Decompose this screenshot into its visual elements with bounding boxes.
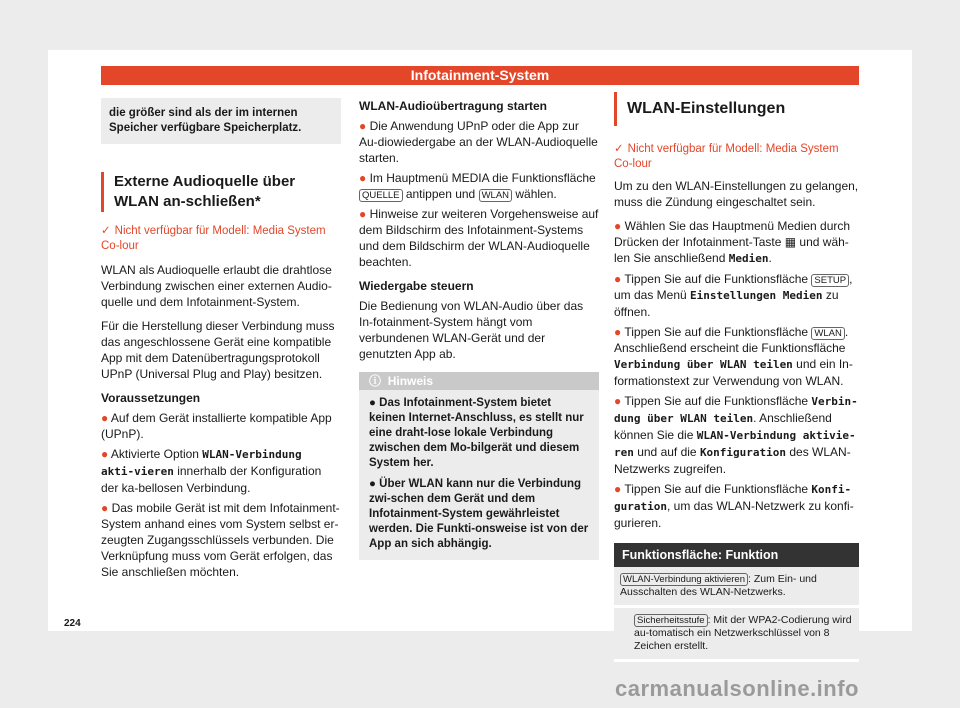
model-note-text: Nicht verfügbar für Modell: Media System Co-lour: [614, 143, 839, 170]
list-item-text: Tippen Sie auf die Funktionsfläche: [624, 482, 812, 496]
security-level-button-label: Sicherheitsstufe: [634, 614, 708, 627]
subheading: WLAN-Audioübertragung starten: [359, 99, 547, 113]
middle-column: [359, 98, 599, 560]
menu-term: Verbindung über WLAN teilen: [614, 358, 793, 371]
hint-box: [359, 372, 599, 560]
table-cell-text: : Mit der WPA2-Codierung wird au-tomatisch ein Netzwerkschlüssel von 8 Zeichen erstellt.: [634, 614, 852, 652]
list-item-text: Aktivierte Option: [110, 447, 203, 461]
bullet-icon: ●: [614, 394, 625, 408]
bullet-icon: ●: [614, 325, 625, 339]
quelle-button-label: QUELLE: [359, 189, 403, 202]
table-row: [614, 567, 859, 608]
hint-text: Das Infotainment-System bietet keinen Internet-Anschluss, es stellt nur eine draht-lose lokale Verbindung zwischen dem Mo-bilgerät und diesem System her.: [369, 397, 584, 469]
bullet-icon: ●: [101, 447, 111, 461]
menu-term: WLAN-Verbindung akti-vieren: [101, 448, 302, 478]
list-item-text: Wählen Sie das Hauptmenü Medien durch Drücken der Infotainment-Taste: [614, 219, 851, 249]
list-item-text: Auf dem Gerät installierte kompatible App (UPnP).: [101, 411, 332, 441]
list-item: [614, 271, 859, 320]
list-item-text: . Anschließend können Sie die: [614, 411, 832, 442]
list-item-text: und ein In-formationstext zur Verwendung von WLAN.: [614, 357, 853, 388]
paragraph: Um zu den WLAN-Einstellungen zu gelangen, muss die Zündung eingeschaltet sein.: [614, 179, 859, 209]
list-item: [359, 170, 599, 202]
list-item-text: innerhalb der Konfiguration der ka-bellosen Verbindung.: [101, 464, 322, 495]
paragraph: Die Bedienung von WLAN-Audio über das In-fotainment-System hängt vom verbundenen WLAN-Gerät und der genutzten App ab.: [359, 299, 584, 361]
list-item-text: zu öffnen.: [614, 288, 839, 319]
list-item: [359, 118, 599, 166]
left-column: [101, 98, 341, 584]
menu-term: Verbin-dung über WLAN teilen: [614, 395, 858, 425]
section-heading-wlan-settings: WLAN-Einstellungen: [614, 92, 859, 126]
list-item-text: . Anschließend erscheint die Funktionsfläche: [614, 325, 849, 355]
list-item: ● Wählen Sie das Hauptmenü Medien durch Drücken der Infotainment-Taste ▦ und wäh-len Sie anschließend Medien.: [614, 219, 851, 265]
bullet-icon: ●: [359, 119, 370, 133]
list-item-text: Tippen Sie auf die Funktionsfläche: [624, 325, 812, 339]
list-item-text: und auf die: [633, 445, 700, 459]
info-icon: ⓘ: [369, 374, 385, 388]
list-item-text: wählen.: [512, 187, 557, 201]
list-item-text: Im Hauptmenü MEDIA die Funktionsfläche: [369, 171, 596, 185]
check-icon: ✓: [101, 225, 111, 237]
list-item: [101, 446, 341, 496]
media-key-icon: ▦: [784, 235, 797, 249]
bullet-icon: ●: [359, 207, 370, 221]
list-item-text: , um das Menü: [614, 272, 853, 302]
check-icon: ✓: [614, 143, 624, 155]
menu-term: Konfi-guration: [614, 483, 852, 513]
list-item-text: und wäh-len Sie anschließend: [614, 235, 849, 265]
continued-note-box: die größer sind als der im internen Speicher verfügbare Speicherplatz.: [101, 98, 341, 144]
watermark: carmanualsonline.info: [615, 676, 859, 701]
menu-term: Medien: [728, 252, 769, 265]
subheading: Voraussetzungen: [101, 391, 201, 405]
bullet-icon: ●: [614, 219, 625, 233]
menu-term: WLAN-Verbindung aktivie-ren: [614, 429, 856, 459]
hint-text: Über WLAN kann nur die Verbindung zwi-schen dem Gerät und dem Infotainment-System gewährleistet werden. Die Funkti-onsweise ist von der App an sich abhängig.: [369, 478, 589, 550]
list-item: [614, 324, 859, 389]
page-number: 224: [64, 618, 81, 629]
list-item: [101, 500, 341, 580]
bullet-icon: ●: [369, 397, 380, 409]
model-note: [614, 142, 859, 172]
list-item-text: Die Anwendung UPnP oder die App zur Au-diowiedergabe an der WLAN-Audioquelle starten.: [359, 119, 598, 165]
list-item-text: Hinweise zur weiteren Vorgehensweise auf dem Bildschirm des Infotainment-Systems und dem Bildschirm der WLAN-Audioquelle beachten.: [359, 207, 599, 269]
wlan-button-label: WLAN: [811, 327, 844, 340]
list-item-text: Tippen Sie auf die Funktionsfläche: [624, 394, 812, 408]
bullet-icon: ●: [369, 478, 380, 490]
bullet-icon: ●: [101, 411, 111, 425]
right-column: [614, 92, 859, 662]
function-table-header: Funktionsfläche: Funktion: [614, 543, 859, 567]
list-item: [359, 206, 599, 270]
bullet-icon: ●: [614, 272, 625, 286]
bullet-icon: ●: [359, 171, 370, 185]
hint-body: [359, 390, 599, 552]
bullet-icon: ●: [101, 501, 112, 515]
list-item: [614, 393, 859, 477]
list-item-text: Das mobile Gerät ist mit dem Infotainment-System anhand eines vom System selbst er-zeugten Zugangsschlüssels verbunden. Die Verknüpfung muss vom Gerät erfolgen, das Sie anschließen möchten.: [101, 501, 340, 579]
bullet-icon: ●: [614, 482, 625, 496]
wlan-button-label: WLAN: [479, 189, 512, 202]
hint-header: [359, 372, 599, 390]
list-item-text: Tippen Sie auf die Funktionsfläche: [624, 272, 812, 286]
model-note: [101, 224, 341, 254]
list-item-text: antippen und: [402, 187, 479, 201]
menu-term: Einstellungen Medien: [690, 289, 823, 302]
model-note-text: Nicht verfügbar für Modell: Media System Co-lour: [101, 225, 326, 252]
hint-title: Hinweis: [387, 374, 434, 388]
paragraph: Für die Herstellung dieser Verbindung muss das angeschlossene Gerät eine kompatible App mit dem Datenübertragungsprotokoll UPnP (Universal Plug and Play) besitzen.: [101, 319, 335, 381]
setup-button-label: SETUP: [811, 274, 849, 287]
hint-item: [369, 396, 589, 471]
subheading: Wiedergabe steuern: [359, 279, 474, 293]
section-heading-wlan-audio: Externe Audioquelle über WLAN an-schließen*: [101, 172, 341, 212]
menu-term: Konfiguration: [699, 446, 787, 459]
list-item-text: , um das WLAN-Netzwerk zu konfi-gurieren.: [614, 499, 854, 530]
list-item: [101, 410, 341, 442]
hint-item: [369, 477, 589, 552]
table-row: [614, 608, 859, 662]
wlan-activate-button-label: WLAN-Verbindung aktivieren: [620, 573, 748, 586]
list-item: [614, 481, 859, 531]
list-item-text: des WLAN-Netzwerks zugreifen.: [614, 445, 851, 476]
table-cell-text: : Zum Ein- und Ausschalten des WLAN-Netzwerks.: [620, 573, 817, 598]
page-header: Infotainment-System: [101, 66, 859, 85]
paragraph: WLAN als Audioquelle erlaubt die drahtlose Verbindung zwischen einer externen Audio-quelle und dem Infotainment-System.: [101, 263, 332, 309]
